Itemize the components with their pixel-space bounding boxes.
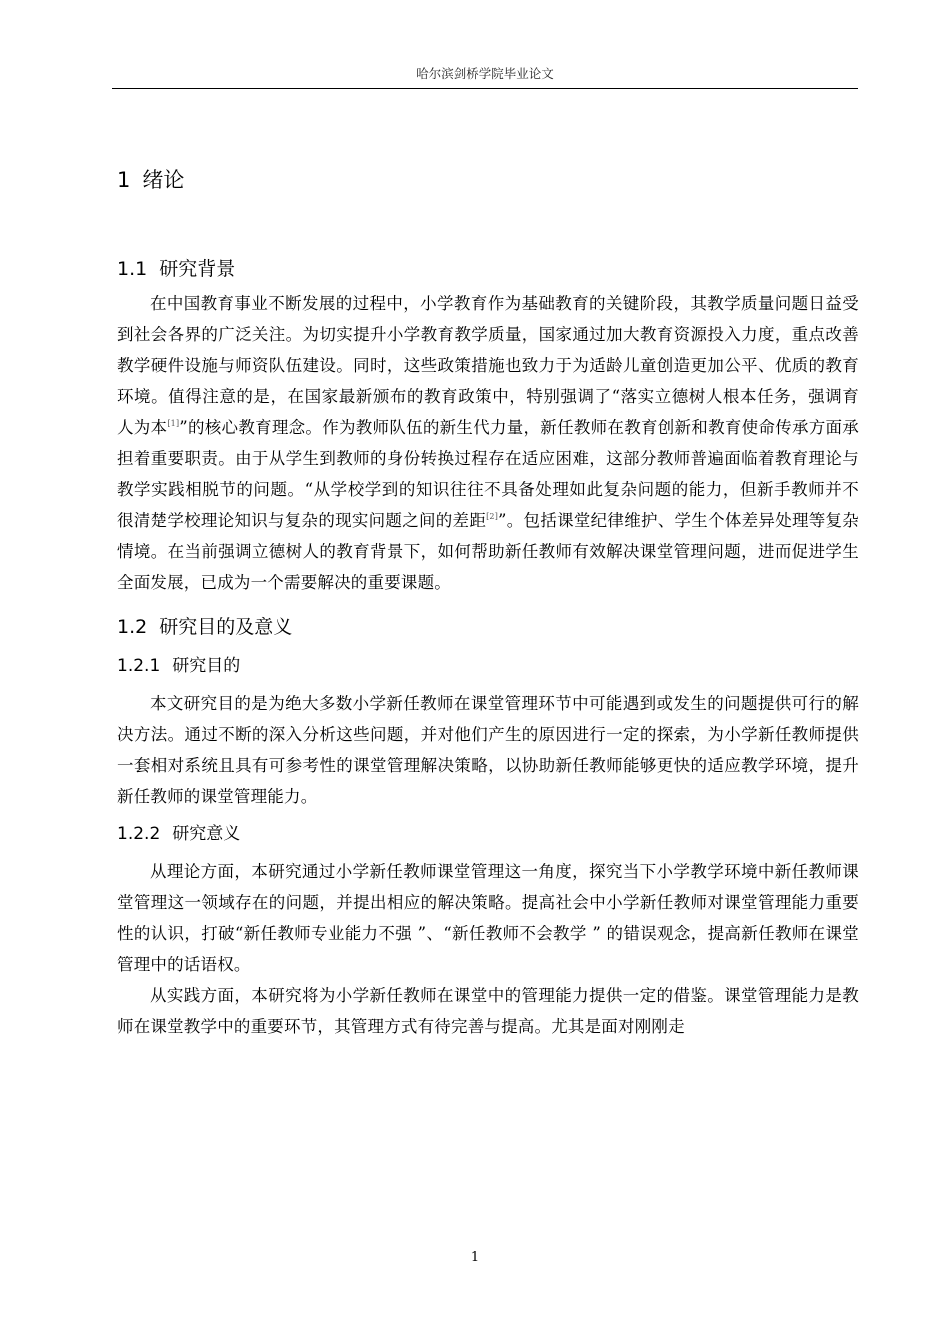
paragraph-background <box>117 288 859 598</box>
paragraph-text: 在中国教育事业不断发展的过程中，小学教育作为基础教育的关键阶段，其教学质量问题日益受到社会各界的广泛关注。为切实提升小学教育教学质量，国家通过加大教育资源投入力度，重点改善教学硬件设施与师资队伍建设。同时，这些政策措施也致力于为适龄儿童创造更加公平、优质的教育环境。值得注意的是，在国家最新颁布的教育政策中，特别强调了“落实立德树人根本任务，强调育人为本 <box>117 294 859 437</box>
running-header: 哈尔滨剑桥学院毕业论文 <box>416 66 554 81</box>
section-heading-1-2 <box>117 610 859 644</box>
section-number: 1.2 <box>117 616 148 638</box>
paragraph-purpose: 本文研究目的是为绝大多数小学新任教师在课堂管理环节中可能遇到或发生的问题提供可行的解决方法。通过不断的深入分析这些问题，并对他们产生的原因进行一定的探索，为小学新任教师提供一套相对系统且具有可参考性的课堂管理解决策略，以协助新任教师能够更快的适应教学环境，提升新任教师的课堂管理能力。 <box>117 694 859 806</box>
section-heading-1-1 <box>117 252 859 286</box>
paragraph-text: ”的核心教育理念。作为教师队伍的新生代力量，新任教师在教育创新和教育使命传承方面承担着重要职责。由于从学生到教师的身份转换过程存在适应困难，这部分教师普遍面临着教育理论与教学实践相脱节的问题。“从学校学到的知识往往不具备处理如此复杂问题的能力，但新手教师并不很清楚学校理论知识与复杂的现实问题之间的差距 <box>117 418 859 530</box>
paragraph-significance-theory: 从理论方面，本研究通过小学新任教师课堂管理这一角度，探究当下小学教学环境中新任教师课堂管理这一领域存在的问题，并提出相应的解决策略。提高社会中小学新任教师对课堂管理能力重要性的认识，打破“新任教师专业能力不强 ”、“新任教师不会教学 ” 的错误观念，提高新任教师在课堂管理中的话语权。 <box>117 862 859 974</box>
paragraph-significance-practice: 从实践方面，本研究将为小学新任教师在课堂中的管理能力提供一定的借鉴。课堂管理能力是教师在课堂教学中的重要环节，其管理方式有待完善与提高。尤其是面对刚刚走 <box>117 986 859 1036</box>
subsection-heading-1-2-2 <box>117 818 859 850</box>
subsection-number: 1.2.1 <box>117 656 161 676</box>
paragraph-text: ”。包括课堂纪律维护、学生个体差异处理等复杂情境。在当前强调立德树人的教育背景下，如何帮助新任教师有效解决课堂管理问题，进而促进学生全面发展，已成为一个需要解决的重要课题。 <box>117 511 860 592</box>
section-title: 研究目的及意义 <box>159 616 293 638</box>
citation-ref-2[interactable]: [2] <box>486 512 499 521</box>
page-number: 1 <box>470 1250 480 1265</box>
chapter-heading <box>117 160 859 200</box>
chapter-title: 绪论 <box>142 168 185 192</box>
section-number: 1.1 <box>117 258 148 280</box>
header-rule <box>112 88 858 89</box>
subsection-number: 1.2.2 <box>117 824 161 844</box>
citation-ref-1[interactable]: [1] <box>167 419 180 428</box>
subsection-title: 研究目的 <box>172 656 241 676</box>
subsection-heading-1-2-1 <box>117 650 859 682</box>
chapter-number: 1 <box>117 168 131 192</box>
page-content <box>117 160 859 1042</box>
subsection-title: 研究意义 <box>172 824 241 844</box>
section-title: 研究背景 <box>159 258 236 280</box>
